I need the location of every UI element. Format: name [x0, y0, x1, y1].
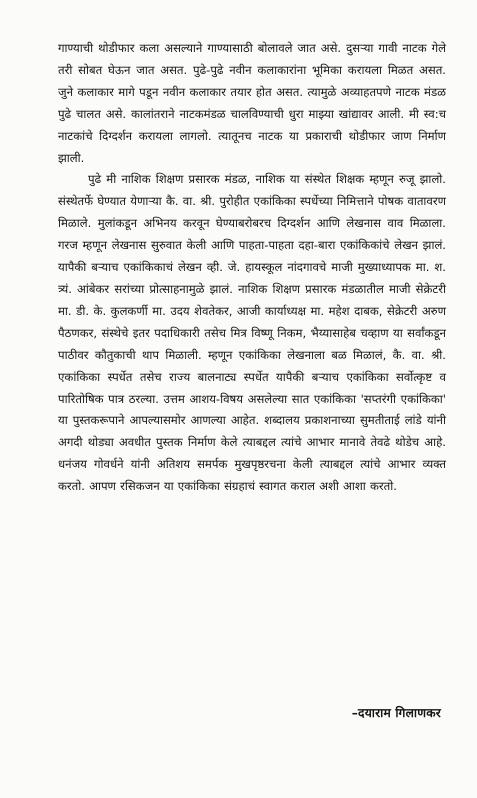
paragraph-1: गाण्याची थोडीफार कला असल्याने गाण्यासाठी बोलावले जात असे. दुसऱ्या गावी नाटक गेले तरी सोबत घेऊन जात असत. पुढे-पुढे नवीन कलाकारांना भूमिका करायला मिळत असत. जुने कलाकार मागे पडून नवीन कलाकार तयार होत असत. त्यामुळे अव्याहतपणे नाटक मंडळ पुढे चालत असे. कालांतराने नाटकमंडळ चालविण्याची धुरा माझ्या खांद्यावर आली. मी स्व:च नाटकांचे दिग्दर्शन करायला लागलो. त्यातूनच नाटक या प्रकाराची थोडीफार जाण निर्माण झाली. — [58, 41, 446, 165]
author-signature: –दयाराम गिलाणकर — [351, 706, 441, 720]
preface-text — [58, 38, 446, 498]
paragraph-2: पुढे मी नाशिक शिक्षण प्रसारक मंडळ, नाशिक या संस्थेत शिक्षक म्हणून रुजू झालो. संस्थेतर्फे घेण्यात येणाऱ्या कै. वा. श्री. पुरोहीत एकांकिका स्पर्धेच्या निमित्ताने पोषक वातावरण मिळाले. मुलांकडून अभिनय करवून घेण्याबरोबरच दिग्दर्शन आणि लेखनास वाव मिळाला. गरज म्हणून लेखनास सुरुवात केली आणि पाहता-पाहता दहा-बारा एकांकिकांचे लेखन झालं. यापैकी बऱ्याच एकांकिकाचं लेखन व्ही. जे. हायस्कूल नांदगावचे माजी मुख्याध्यापक मा. श. त्र्यं. आंबेकर सरांच्या प्रोत्साहनामुळे झालं. नाशिक शिक्षण प्रसारक मंडळातील माजी सेक्रेटरी मा. डी. के. कुलकर्णी मा. उदय शेवतेकर, आजी कार्याध्यक्ष मा. महेश दाबक, सेक्रेटरी अरुण पैठणकर, संस्थेचे इतर पदाधिकारी तसेच मित्र विष्णू निकम, भैय्यासाहेब चव्हाण या सर्वांकडून पाठीवर कौतुकाची थाप मिळाली. म्हणून एकांकिका लेखनाला बळ मिळालं, कै. वा. श्री. एकांकिका स्पर्धेत तसेच राज्य बालनाट्य स्पर्धेत यापैकी बऱ्याच एकांकिका सर्वोत्कृष्ट व पारितोषिक पात्र ठरल्या. उत्तम आशय-विषय असलेल्या सात एकांकिका 'सप्तरंगी एकांकिका' या पुस्तकरूपाने आपल्यासमोर आणल्या आहेत. शब्दालय प्रकाशनाच्या सुमतीताई लांडे यांनी अगदी थोड्या अवधीत पुस्तक निर्माण केले त्याबद्दल त्यांचे आभार मानावे तेवढे थोडेच आहे. धनंजय गोवर्धने यांनी अतिशय समर्पक मुखपृष्ठरचना केली त्याबद्दल त्यांचे आभार व्यक्त करतो. आपण रसिकजन या एकांकिका संग्रहाचं स्वागत कराल अशी आशा करतो. — [58, 172, 446, 494]
